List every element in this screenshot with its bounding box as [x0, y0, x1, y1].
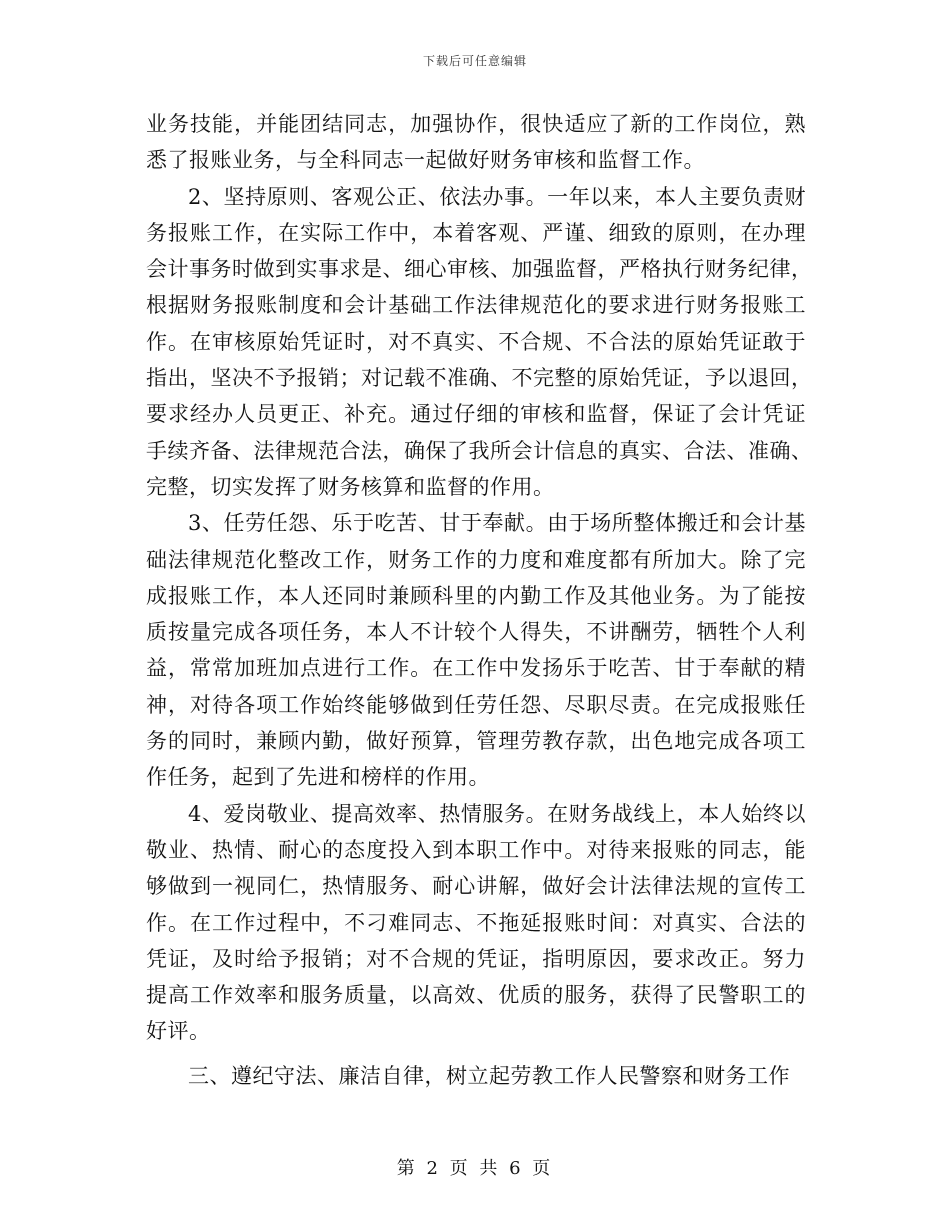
text-line: 作任务，起到了先进和榜样的作用。 [146, 765, 490, 790]
text-line: 根据财务报账制度和会计基础工作法律规范化的要求进行财务报账工 [146, 293, 806, 318]
paragraph-start-line: 4、爱岗敬业、提高效率、热情服务。在财务战线上，本人始终以 [188, 801, 806, 826]
text-line: 提高工作效率和服务质量，以高效、优质的服务，获得了民警职工的 [146, 983, 806, 1008]
text-line: 础法律规范化整改工作，财务工作的力度和难度都有所加大。除了完 [146, 547, 806, 572]
paragraph-start-line: 2、坚持原则、客观公正、依法办事。一年以来，本人主要负责财 [188, 184, 806, 209]
text-line: 成报账工作，本人还同时兼顾科里的内勤工作及其他业务。为了能按 [146, 583, 806, 608]
body-text [146, 106, 813, 1094]
paragraph-gap [146, 1050, 806, 1058]
text-line: 敬业、热情、耐心的态度投入到本职工作中。对待来报账的同志，能 [146, 837, 806, 862]
text-line: 务报账工作，在实际工作中，本着客观、严谨、细致的原则，在办理 [146, 220, 806, 245]
text-line: 业务技能，并能团结同志，加强协作，很快适应了新的工作岗位，熟 [146, 112, 806, 136]
text-line: 作。在审核原始凭证时，对不真实、不合规、不合法的原始凭证敢于 [146, 329, 806, 354]
text-line: 作。在工作过程中，不刁难同志、不拖延报账时间：对真实、合法的 [146, 910, 806, 935]
text-line: 要求经办人员更正、补充。通过仔细的审核和监督，保证了会计凭证 [146, 402, 806, 427]
text-line: 手续齐备、法律规范合法，确保了我所会计信息的真实、合法、准确、 [146, 438, 813, 463]
paragraph-start-line: 3、任劳任怨、乐于吃苦、甘于奉献。由于场所整体搬迁和会计基 [188, 511, 806, 536]
text-line: 质按量完成各项任务，本人不计较个人得失，不讲酬劳，牺牲个人利 [146, 620, 806, 645]
section-heading-line: 三、遵纪守法、廉洁自律，树立起劳教工作人民警察和财务工作 [188, 1063, 790, 1088]
text-line: 神，对待各项工作始终能够做到任劳任怨、尽职尽责。在完成报账任 [146, 692, 806, 717]
text-line: 好评。 [146, 1019, 211, 1044]
text-line: 完整，切实发挥了财务核算和监督的作用。 [146, 474, 555, 499]
header-note: 下载后可任意编辑 [422, 54, 527, 68]
text-line: 务的同时，兼顾内勤，做好预算，管理劳教存款，出色地完成各项工 [146, 729, 806, 754]
text-line: 凭证，及时给予报销；对不合规的凭证，指明原因，要求改正。努力 [146, 946, 806, 971]
text-line: 悉了报账业务，与全科同志一起做好财务审核和监督工作。 [146, 148, 705, 173]
text-line: 益，常常加班加点进行工作。在工作中发扬乐于吃苦、甘于奉献的精 [146, 656, 806, 681]
page-number: 第 2 页 共 6 页 [396, 1158, 554, 1179]
text-line: 会计事务时做到实事求是、细心审核、加强监督，严格执行财务纪律， [146, 257, 813, 282]
text-line: 够做到一视同仁，热情服务、耐心讲解，做好会计法律法规的宣传工 [146, 874, 806, 899]
text-line: 指出，坚决不予报销；对记载不准确、不完整的原始凭证，予以退回， [146, 366, 813, 391]
